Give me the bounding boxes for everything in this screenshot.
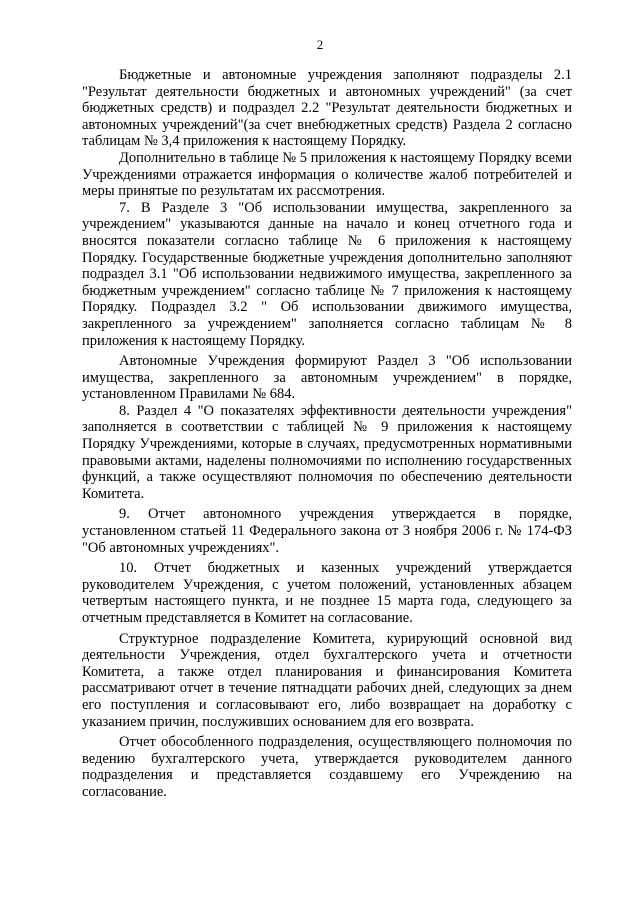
paragraph-report-review: Структурное подразделение Комитета, курирующий основной вид деятельности Учреждения, отдел бухгалтерского учета и отчетности Комитета, а также отдел планирования и финансирования Комитета рассматривают отчет в течение пятнадцати рабочих дней, следующих за днем его поступления и согласовывают его, либо возвращает на доработку с указанием причин, послуживших основанием для его возврата. (82, 630, 572, 730)
paragraph-item-10-report-approval: 10. Отчет бюджетных и казенных учреждений утверждается руководителем Учреждения, с учетом положений, установленных абзацем четвертым настоящего пункта, и не позднее 15 марта года, следующего за отчетным представляется в Комитет на согласование. (82, 560, 572, 626)
paragraph-separate-division-report: Отчет обособленного подразделения, осуществляющего полномочия по ведению бухгалтерского учета, утверждается руководителем данного подразделения и представляется создавшему его Учреждению на согласование. (82, 734, 572, 800)
paragraph-complaints-info: Дополнительно в таблице № 5 приложения к настоящему Порядку всеми Учреждениями отражается информация о количестве жалоб потребителей и меры принятые по результатам их рассмотрения. (82, 149, 572, 200)
paragraph-item-8-efficiency: 8. Раздел 4 "О показателях эффективности деятельности учреждения" заполняется в соответствии с таблицей № 9 приложения к настоящему Порядку Учреждениями, которые в случаях, предусмотренных нормативными правовыми актами, наделены полномочиями по исполнению государственных функций, а также осуществляют полномочия по обеспечению деятельности Комитета. (82, 402, 572, 502)
document-body (82, 67, 572, 801)
paragraph-item-7-property-use: 7. В Разделе 3 "Об использовании имущества, закрепленного за учреждением" указываются данные на начало и конец отчетного года и вносятся показатели согласно таблице № 6 приложения к настоящему Порядку. Государственные бюджетные учреждения дополнительно заполняют подраздел 3.1 "Об использовании недвижимого имущества, закрепленного за бюджетным учреждением" согласно таблице № 7 приложения к настоящему Порядку. Подраздел 3.2 " Об использовании движимого имущества, закрепленного за учреждением" заполняется согласно таблицам № 8 приложения к настоящему Порядку. (82, 199, 572, 349)
paragraph-item-9-autonomous-report: 9. Отчет автономного учреждения утверждается в порядке, установленном статьей 11 Федерального закона от 3 ноября 2006 г. № 174-ФЗ "Об автономных учреждениях". (82, 506, 572, 556)
page-number: 2 (316, 37, 324, 52)
paragraph-autonomous-section-3: Автономные Учреждения формируют Раздел 3 "Об использовании имущества, закрепленного за автономным учреждением" в порядке, установленном Правилами № 684. (82, 353, 572, 403)
paragraph-section-2-results: Бюджетные и автономные учреждения заполняют подразделы 2.1 "Результат деятельности бюджетных и автономных учреждений" (за счет бюджетных средств) и подраздел 2.2 "Результат деятельности бюджетных и автономных учреждений"(за счет внебюджетных средств) Раздела 2 согласно таблицам № 3,4 приложения к настоящему Порядку. (82, 67, 572, 150)
